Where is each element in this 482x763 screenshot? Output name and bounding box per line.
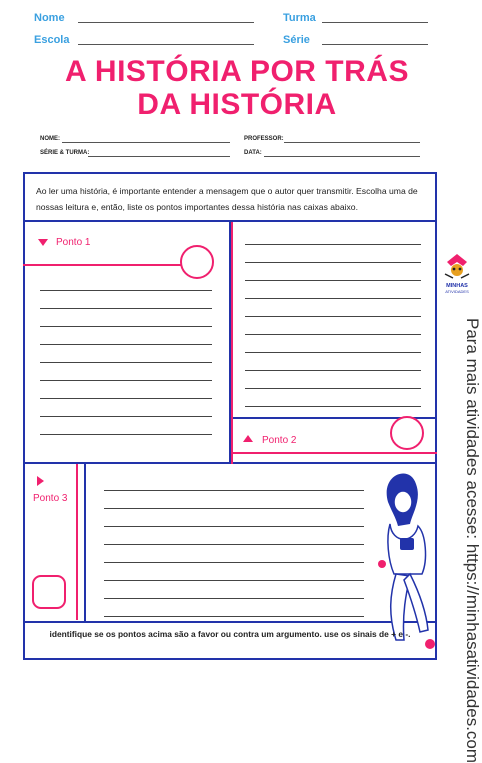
- escola-line[interactable]: [78, 44, 254, 45]
- meta-serie-turma-line[interactable]: [88, 156, 230, 157]
- page-title-line1: A HISTÓRIA POR TRÁS: [65, 55, 409, 88]
- nome-line[interactable]: [78, 22, 254, 23]
- ponto2-label: Ponto 2: [262, 435, 297, 446]
- turma-label: Turma: [283, 12, 316, 24]
- nome-label: Nome: [34, 12, 65, 24]
- ponto1-circle[interactable]: [180, 245, 214, 279]
- meta-nome-line[interactable]: [62, 142, 230, 143]
- logo-line2: ATIVIDADES: [445, 289, 469, 294]
- ponto2-circle[interactable]: [390, 416, 424, 450]
- pink-vertical-bottom: [76, 464, 78, 620]
- girl-illustration: [370, 464, 440, 654]
- minhas-atividades-logo: [443, 252, 471, 296]
- escola-label: Escola: [34, 34, 70, 46]
- turma-line[interactable]: [322, 22, 428, 23]
- ponto3-writing-lines[interactable]: [104, 490, 364, 617]
- ponto3-triangle-icon: [37, 476, 44, 486]
- ponto1-triangle-icon: [38, 239, 48, 246]
- logo-line1: MINHAS: [446, 283, 468, 289]
- page-title-line2: DA HISTÓRIA: [137, 88, 337, 121]
- meta-nome-label: NOME:: [40, 136, 60, 142]
- side-url-text[interactable]: [445, 318, 482, 763]
- ponto3-box[interactable]: [32, 575, 66, 609]
- meta-data-line[interactable]: [264, 156, 420, 157]
- serie-line[interactable]: [322, 44, 428, 45]
- meta-serie-turma-label: SÉRIE & TURMA:: [40, 150, 90, 156]
- ponto1-label: Ponto 1: [56, 237, 91, 248]
- ponto2-triangle-icon: [243, 435, 253, 442]
- footer-instruction: identifique se os pontos acima são a favor ou contra um argumento. use os sinais de + e -.: [49, 629, 411, 639]
- ponto2-underline: [231, 452, 437, 454]
- meta-professor-label: PROFESSOR:: [244, 136, 284, 142]
- meta-professor-line[interactable]: [284, 142, 420, 143]
- ponto1-writing-lines[interactable]: [40, 290, 212, 435]
- ponto3-label: Ponto 3: [33, 493, 68, 504]
- divider-vertical-bottom: [84, 462, 86, 622]
- right-writing-lines[interactable]: [245, 244, 421, 407]
- serie-label: Série: [283, 34, 310, 46]
- pink-vertical-top: [231, 222, 233, 464]
- meta-data-label: DATA:: [244, 150, 262, 156]
- intro-text: Ao ler uma história, é importante entender a mensagem que o autor quer transmitir. Escolha uma de nossas leitura e, então, liste os pontos importantes dessa história nas caixas abaixo.: [36, 186, 418, 212]
- side-url-label: Para mais atividades acesse: https://minhasatividades.com: [463, 318, 482, 763]
